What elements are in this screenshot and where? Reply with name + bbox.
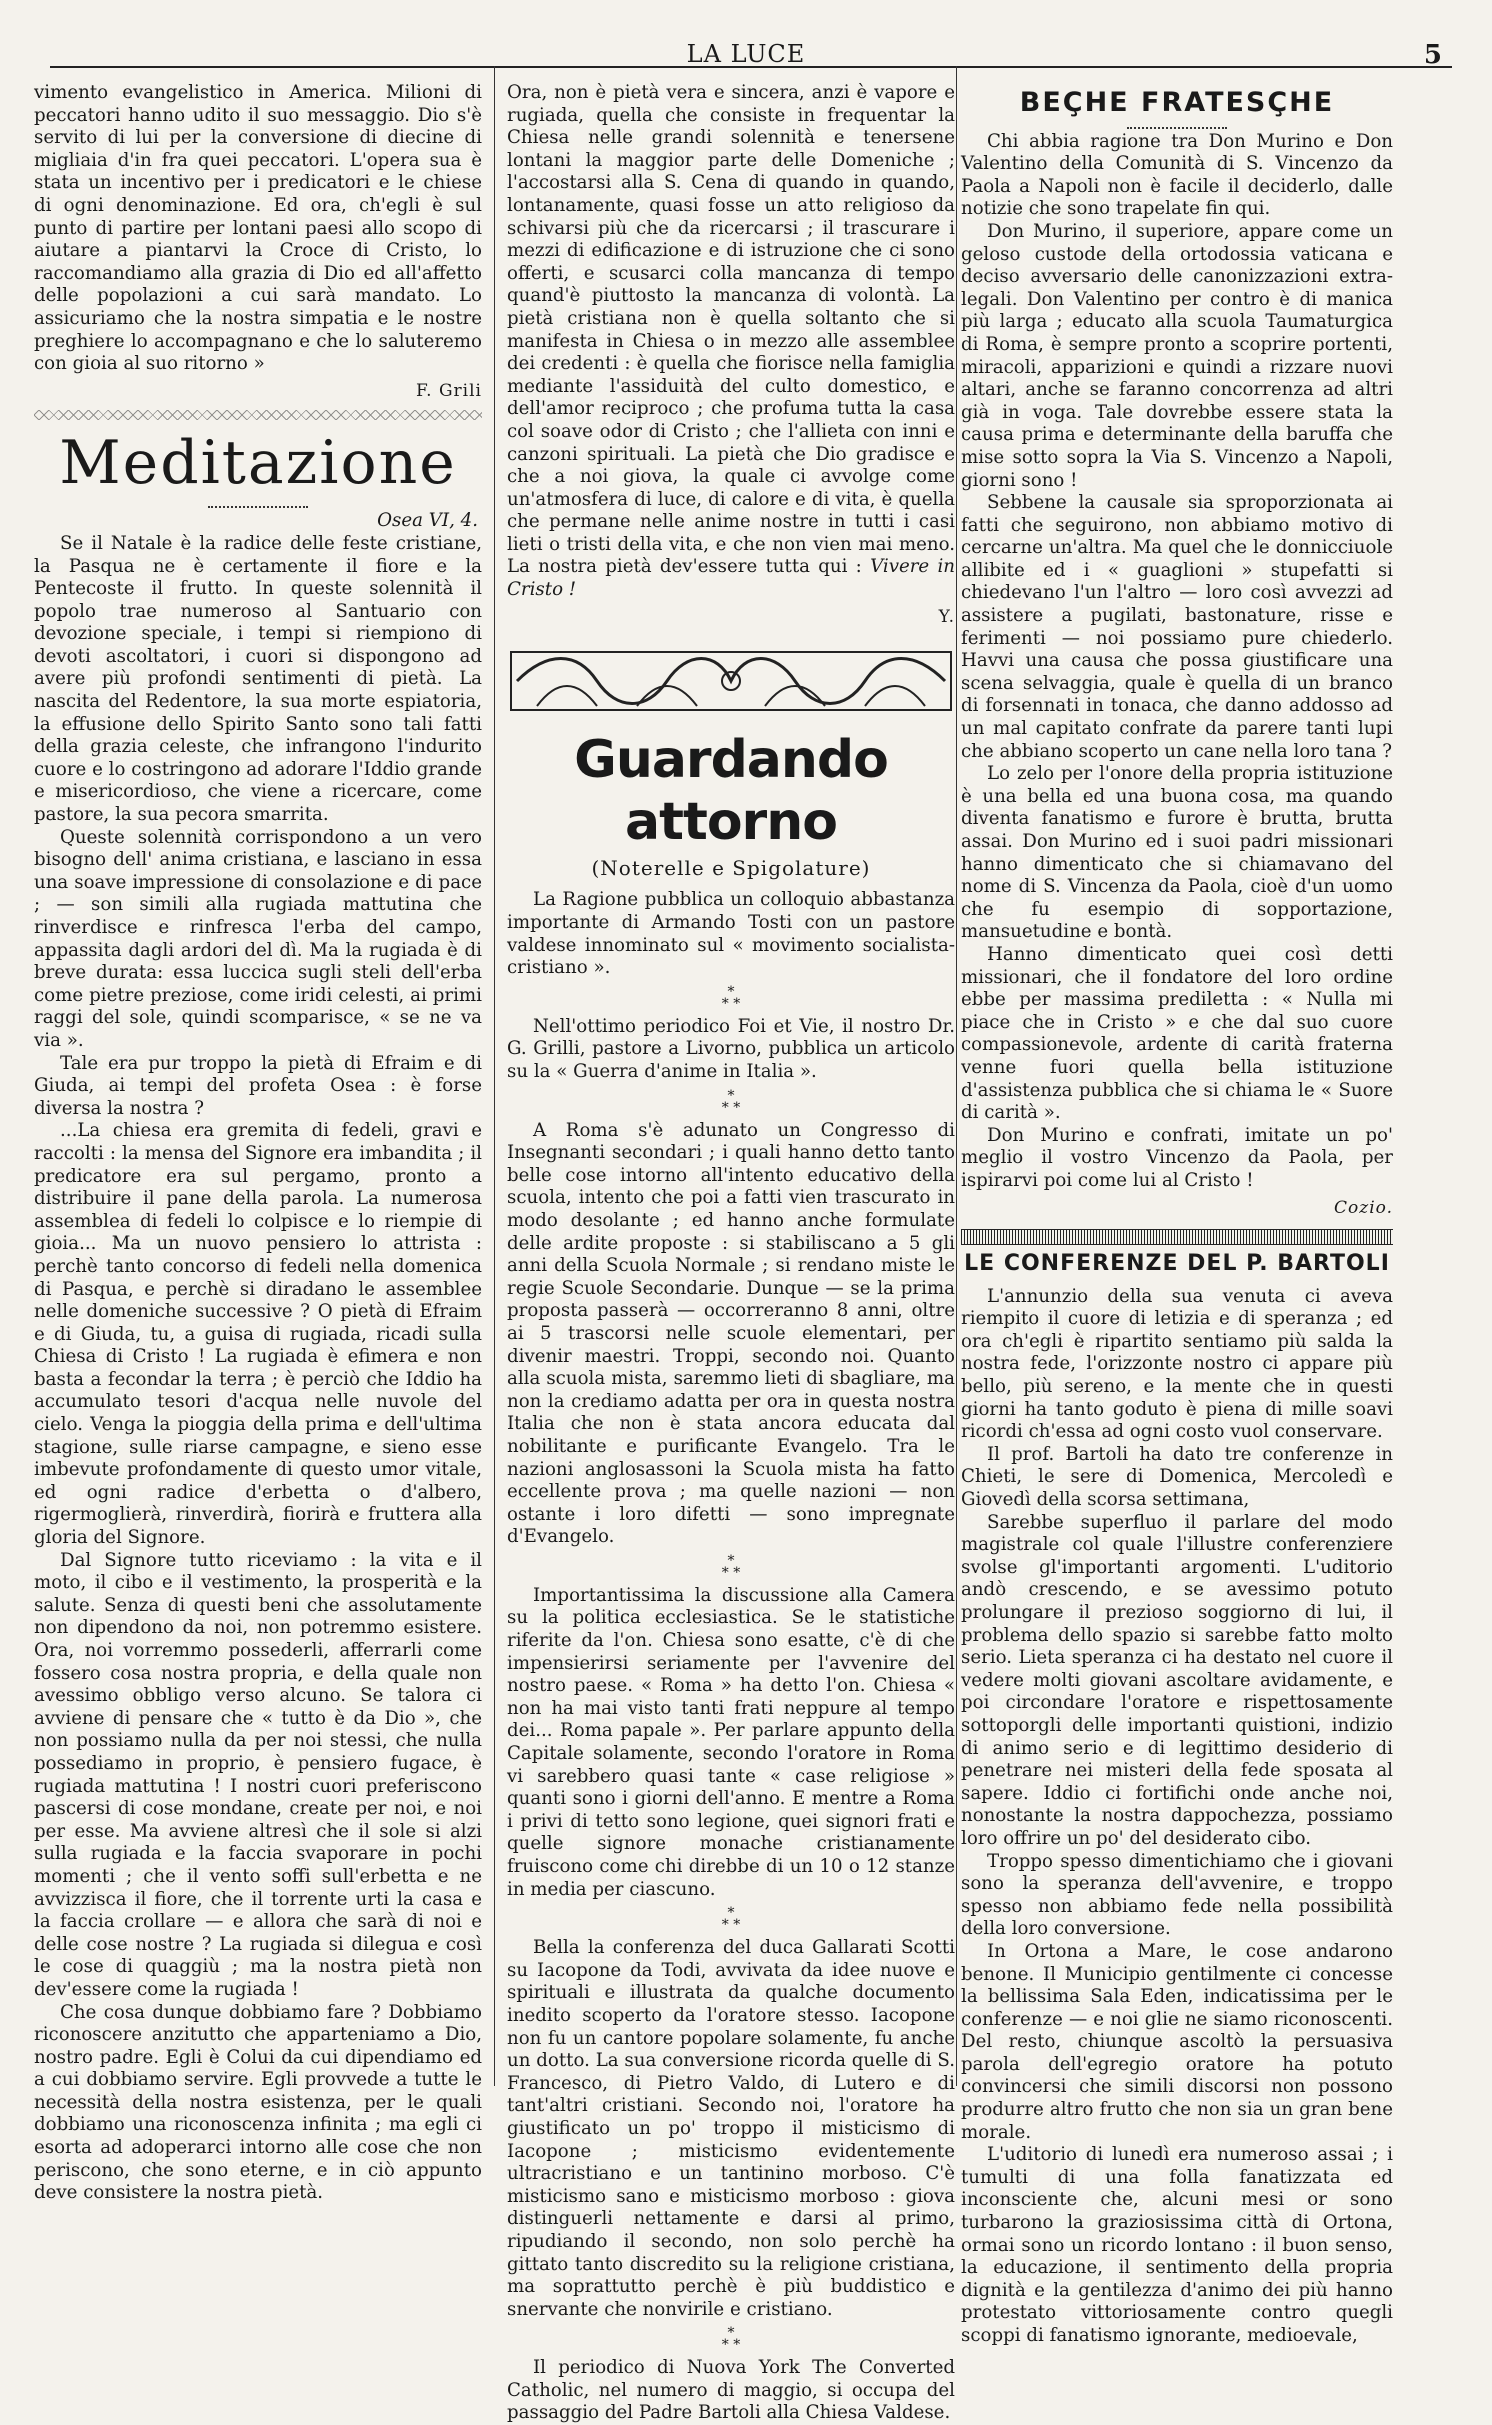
- meditazione-continuation: [507, 82, 955, 602]
- meditazione-heading: Meditazione: [59, 428, 457, 499]
- conferenze-paragraph: Troppo spesso dimentichiamo che i giovani sono la speranza dell'avvenire, e troppo spesso non abbiamo fede nella possibilità della loro conversione.: [961, 1850, 1393, 1940]
- asterism-divider: * * *: [721, 983, 741, 1012]
- beche-heading: BEÇHE FRATESÇHE: [1019, 87, 1335, 118]
- beche-paragraph: Lo zelo per l'onore della propria istituzione è una bella ed una buona cosa, ma quando diventa fanatismo e furore è brutta, brutta assai. Don Murino ed i suoi padri missionari hanno dimenticato che si chiamavano del nome di S. Vincenza da Paola, cioè d'un uomo che fu esempio di sopportazione, mansuetudine e bontà.: [961, 763, 1393, 943]
- bible-reference: Osea VI, 4.: [377, 510, 478, 532]
- meditazione-paragraph: Queste solennità corrispondono a un vero bisogno dell' anima cristiana, e lasciano in essa una soave impressione di consolazione e di pace ; — son simili alla rugiada mattutina che rinverdisce e rinfresca l'erba del campo, appassita dagli ardori del dì. Ma la rugiada è di breve durata: essa luccica sugli steli dell'erba come pietre preziose, come iridi celesti, ai primi raggi del sole, quindi scomparisce, « se ne va via ».: [34, 826, 482, 1051]
- guardando-heading: Guardando attorno: [574, 729, 888, 852]
- page-number: 5: [1423, 40, 1442, 70]
- beche-paragraph: Don Murino, il superiore, appare come un geloso custode della ortodossia vaticana e deciso avversario delle canonizzazioni extra-legali. Don Valentino per contro è di manica più larga ; educato alla scuola Taumaturgica di Roma, è sempre pronto a scoprire portenti, miracoli, apparizioni e quindi a rizzare nuovi altari, anche se faranno concorrenza ad altri già in voga. Tale dovrebbe essere stata la causa prima e determinante della baruffa che mise sotto sopra la Via S. Vincenzo a Napoli, giorni sono !: [961, 220, 1393, 491]
- running-header: [50, 40, 1442, 68]
- meditazione-signature: Y.: [938, 606, 955, 627]
- beche-paragraph: Hanno dimenticato quei così detti missionari, che il fondatore del loro ordine ebbe per massima prediletta : « Nulla mi piace che in Cristo » e che dal suo cuore compassionevole, ardente di carità fraterna venne fuori quella bella istituzione d'assistenza pubblica che si chiama le « Suore di carità ».: [961, 943, 1393, 1124]
- meditazione-paragraph: Se il Natale è la radice delle feste cristiane, la Pasqua ne è certamente il fiore e la Pentecoste il frutto. In queste solennità il popolo trae numeroso al Santuario con devozione speciale, i tempi si riempiono di devoti ascoltatori, i cuori si dispongono ad avere più profondi sentimenti di pietà. La nascita del Redentore, la sua morte espiatoria, la effusione dello Spirito Santo sono tali fatti della grazia celeste, che infrangono l'indurito cuore e lo costringono ad adorare l'Iddio grande e misericordioso, che viene a ricercare, come pastore, la sua pecora smarrita.: [34, 532, 482, 826]
- heading-flourish: [1127, 119, 1227, 129]
- beche-paragraph: Don Murino e confrati, imitate un po' meglio il vostro Vincenzo da Paola, per ispirarvi poi come lui al Cristo !: [961, 1124, 1393, 1191]
- newspaper-title: LA LUCE: [686, 40, 806, 68]
- conferenze-paragraph: Il prof. Bartoli ha dato tre conferenze in Chieti, le sere di Domenica, Mercoledì e Giovedì della scorsa settimana,: [961, 1443, 1393, 1511]
- asterism-divider: * * *: [721, 2325, 741, 2354]
- conferenze-paragraph: Sarebbe superfluo il parlare del modo magistrale col quale l'illustre conferenziere svolse gl'importanti argomenti. L'uditorio andò crescendo, e se avessimo potuto prolungare il prezioso soggiorno di lui, il problema dello spazio si sarebbe fatto molto serio. Lieta speranza ci ha destato nel cuore il vedere molti giovani ascoltare avidamente, e poi circondare l'oratore e rispettosamente sottoporgli delle importanti quistioni, indizio di animo serio e di legittimo desiderio di penetrare nei misteri della fede sposata al sapere. Iddio ci fortifichi onde anche noi, nonostante la nostra dappochezza, possiamo loro offrire un po' del desiderato cibo.: [961, 1511, 1393, 1849]
- note-paragraph: Nell'ottimo periodico Foi et Vie, il nostro Dr. G. Grilli, pastore a Livorno, pubblica un articolo su la « Guerra d'anime in Italia ».: [507, 1015, 955, 1082]
- conferenze-paragraph: L'annunzio della sua venuta ci aveva riempito il cuore di letizia e di speranza ; ed ora ch'egli è ripartito sentiamo più salda la nostra fede, l'orizzonte nostro ci appare più bello, più sereno, e la mente che in questi giorni ha tanto goduto è piena di mille soavi ricordi ch'essa ad ogni costo vuol conservare.: [961, 1285, 1393, 1443]
- beche-paragraph: Chi abbia ragione tra Don Murino e Don Valentino della Comunità di S. Vincenzo da Paola a Napoli non è facile il deciderlo, dalle notizie che sono trapelate fin qui.: [961, 130, 1393, 220]
- note-paragraph: Importantissima la discussione alla Camera su la politica ecclesiastica. Se le statistiche riferite da l'on. Chiesa sono esatte, c'è di che impensierirsi seriamente per l'avvenire del nostro paese. « Roma » ha detto l'on. Chiesa « non ha mai visto tanti frati neppure al tempo dei... Roma papale ». Per parlare appunto della Capitale solamente, secondo l'oratore in Roma vi sarebbero quasi tante « case religiose » quanti sono i giorni dell'anno. E mentre a Roma i privi di tetto sono legione, quei signori frati e quelle signore monache cristianamente fruiscono come chi direbbe di un 10 o 12 stanze in media per ciascuno.: [507, 1584, 955, 1900]
- asterism-divider: * * *: [721, 1087, 741, 1116]
- section-divider: [34, 410, 482, 420]
- continuation-emphasis: Vivere in Cristo !: [507, 556, 955, 601]
- conferenze-paragraph: L'uditorio di lunedì era numeroso assai ; i tumulti di una folla fanatizzata ed inconsciente che, alcuni mesi or sono turbarono la graziosissima città di Ortona, ormai sono un ricordo lontano : il buon senso, la educazione, il sentimento della propria dignità e la gentilezza d'animo dei più hanno protestato vittoriosamente contro quegli scoppi di fanatismo ignorante, medioevale,: [961, 2144, 1393, 2346]
- conferenze-paragraph: In Ortona a Mare, le cose andarono benone. Il Municipio gentilmente ci concesse la bellissima Sala Eden, indicatissima per le conferenze — e noi glie ne siamo riconoscenti. Del resto, chiunque ascoltò la persuasiva parola dell'egregio oratore ha potuto convincersi che simili discorsi non possono produrre altro frutto che non sia un gran bene morale.: [961, 1940, 1393, 2143]
- header-rule: [50, 66, 1452, 68]
- column-rule: [956, 66, 957, 2086]
- beche-signature: Cozio.: [1334, 1197, 1393, 1218]
- continuation-text: Ora, non è pietà vera e sincera, anzi è vapore e rugiada, quella che consiste in frequentar la Chiesa nelle grandi solennità e tenersene lontani la maggior parte delle Domeniche ; l'accostarsi alla S. Cena di quando in quando, lontanamente, quasi fosse un atto religioso da schivarsi più che da ricercarsi ; il trascurare i mezzi di edificazione e di istruzione che ci sono offerti, e scusarci colla mancanza di tempo quand'è piuttosto la mancanza di volontà. La pietà cristiana non è quella soltanto che si manifesta in Chiesa o in mezzo alle assemblee dei credenti : è quella che fiorisce nella famiglia mediante l'assiduità del culto domestico, e dell'amor reciproco ; che profuma tutta la casa col soave odor di Cristo ; che l'allieta con inni e canzoni spirituali. La pietà che Dio gradisce e che a noi giova, la quale ci avvolge come un'atmosfera di luce, di calore e di vita, è quella che permane nelle anime nostre in tutti i casi lieti o tristi della vita, e che non vien mai meno. La nostra pietà dev'essere tutta qui :: [507, 82, 955, 578]
- intro-signature: F. Grili: [416, 380, 482, 401]
- art-nouveau-ornament: [507, 646, 955, 716]
- meditazione-paragraph: Tale era pur troppo la pietà di Efraim e di Giuda, ai tempi del profeta Osea : è forse diversa la nostra ?: [34, 1052, 482, 1119]
- meditazione-paragraph: ...La chiesa era gremita di fedeli, gravi e raccolti : la mensa del Signore era imbandita ; il predicatore era sul pergamo, pronto a distribuire il pane della parola. La numerosa assemblea di fedeli lo colpisce e lo riempie di gioia... Ma un nuovo pensiero lo attrista : perchè tanto concorso di fedeli nella domenica di Pasqua, e perchè si diradano le assemblee nelle domeniche successive ? O pietà di Efraim e di Giuda, tu, a guisa di rugiada, ricadi sulla Chiesa di Cristo ! La rugiada è efimera e non basta a fecondar la terra ; è perciò che Iddio ha accumulato tesori d'acqua nelle nuvole del cielo. Venga la pioggia della prima e dell'ultima stagione, sulle riarse campagne, e sieno esse imbevute profondamente di questo umor vitale, ed ogni radice d'erbetta o d'albero, rigermoglierà, rinverdirà, fiorirà e fruttera alla gloria del Signore.: [34, 1120, 482, 1549]
- meditazione-paragraph: Dal Signore tutto riceviamo : la vita e il moto, il cibo e il vestimento, la prosperità e la salute. Senza di questi beni che assolutamente non dipendono da noi, non potremmo esistere. Ora, noi vorremmo possederli, afferrarli come fossero cosa nostra propria, e della quale non avessimo obbligo verso alcuno. Se talora ci avviene di pensare che « tutto è da Dio », che non possiamo nulla da per noi stessi, che nulla possediamo in proprio, è pensiero fugace, è rugiada mattutina ! I nostri cuori preferiscono pascersi di cose mondane, create per noi, e noi per esse. Ma avviene altresì che il sole si alzi sulla rugiada e la faccia svaporare in pochi momenti ; che il vento soffi sull'erbetta e ne avvizzisca il fiore, che il torrente urti la casa e la faccia crollare — e allora che sarà di noi e delle cose nostre ? La rugiada si dilegua e così le cose di quaggiù ; ma la nostra pietà non dev'essere come la rugiada !: [34, 1549, 482, 2000]
- intro-paragraph: vimento evangelistico in America. Milioni di peccatori hanno udito il suo messaggio. Dio s'è servito di lui per la conversione di diecine di migliaia d'in fra quei peccatori. L'opera sua è stata un incentivo per i predicatori e le chiese di ogni denominazione. Ed ora, ch'egli è sul punto di partire per lontani paesi allo scopo di aiutare a piantarvi la Croce di Cristo, lo raccomandiamo alla grazia di Dio ed all'affetto delle popolazioni a cui sarà mandato. Lo assicuriamo che la nostra simpatia e le nostre preghiere lo accompagnano e che lo saluteremo con gioia al suo ritorno »: [34, 82, 482, 375]
- note-paragraph: Il periodico di Nuova York The Converted Catholic, nel numero di maggio, si occupa del passaggio del Padre Bartoli alla Chiesa Valdese.: [507, 2357, 955, 2424]
- asterism-divider: * * *: [721, 1552, 741, 1581]
- section-divider: [961, 1229, 1393, 1245]
- column-rule: [494, 66, 495, 2086]
- meditazione-paragraph: Che cosa dunque dobbiamo fare ? Dobbiamo riconoscere anzitutto che apparteniamo a Dio, nostro padre. Egli è Colui da cui dipendiamo ed a cui dobbiamo servire. Egli provvede a tutte le necessità della nostra esistenza, per le quali dobbiamo una riconoscenza infinita ; ma egli ci esorta ad adoperarci intorno alle cose che non periscono, che sono eterne, e in ciò appunto deve consistere la nostra pietà.: [34, 2001, 482, 2204]
- column-2: [507, 82, 955, 2425]
- guardando-subheading: (Noterelle e Spigolature): [591, 855, 871, 880]
- note-paragraph: Bella la conferenza del duca Gallarati Scotti su Iacopone da Todi, avvivata da idee nuove e spirituali e illustrata da qualche documento inedito scoperto da l'oratore stesso. Iacopone non fu un cantore popolare solamente, fu anche un dotto. La sua conversione ricorda quelle di S. Francesco, di Pietro Valdo, di Lutero e di tant'altri cristiani. Secondo noi, l'oratore ha giustificato un po' troppo il misticismo di Iacopone ; misticismo evidentemente ultracristiano e un tantinino morboso. C'è misticismo sano e misticismo morboso : giova distinguerli nettamente e darsi al primo, ripudiando il secondo, non solo perchè ha gittato tanto discredito su la religione cristiana, ma soprattutto perchè è più buddistico e snervante che nonvirile e cristiano.: [507, 1937, 955, 2320]
- asterism-divider: * * *: [721, 1905, 741, 1934]
- column-3: [961, 82, 1393, 2348]
- conferenze-heading: LE CONFERENZE DEL P. BARTOLI: [964, 1251, 1390, 1277]
- column-1: [34, 82, 482, 2205]
- heading-flourish: [208, 498, 308, 508]
- note-paragraph: A Roma s'è adunato un Congresso di Insegnanti secondari ; i quali hanno detto tanto belle cose intorno all'intento educativo della scuola, intento che poi a fatti vien trascurato in modo desolante ; ed hanno anche formulate delle ardite proposte : si stabiliscano a 5 gli anni della Scuola Normale ; si rendano miste le regie Scuole Secondarie. Dunque — se la prima proposta passerà — occorreranno 8 anni, oltre ai 5 trascorsi nelle scuole elementari, per divenir maestri. Troppi, secondo noi. Quanto alla scuola mista, saremmo lieti di sbagliare, ma non la crediamo adatta per ora in questa nostra Italia che non è stata ancora educata dal nobilitante e purificante Evangelo. Tra le nazioni anglosassoni la Scuola mista ha fatto eccellente prova ; ma quelle nazioni — non ostante i loro difetti — sono impregnate d'Evangelo.: [507, 1119, 955, 1548]
- beche-paragraph: Sebbene la causale sia sproporzionata ai fatti che seguirono, non abbiamo motivo di cercarne un'altra. Ma quel che le donnicciuole allibite ed i « guaglioni » stupefatti si chiedevano l'un l'altro — loro così avvezzi ad assistere a pugilati, bastonature, risse e ferimenti — noi possiamo pure chiederlo. Havvi una causa che possa giustificare una scena selvaggia, quale è quella di un branco di forsennati in tonaca, che danno addosso ad un mal capitato confrate da parere tanti lupi che abbiano scoperto un cane nella loro tana ?: [961, 492, 1393, 762]
- note-paragraph: La Ragione pubblica un colloquio abbastanza importante di Armando Tosti con un pastore valdese innominato sul « movimento socialista-cristiano ».: [507, 889, 955, 979]
